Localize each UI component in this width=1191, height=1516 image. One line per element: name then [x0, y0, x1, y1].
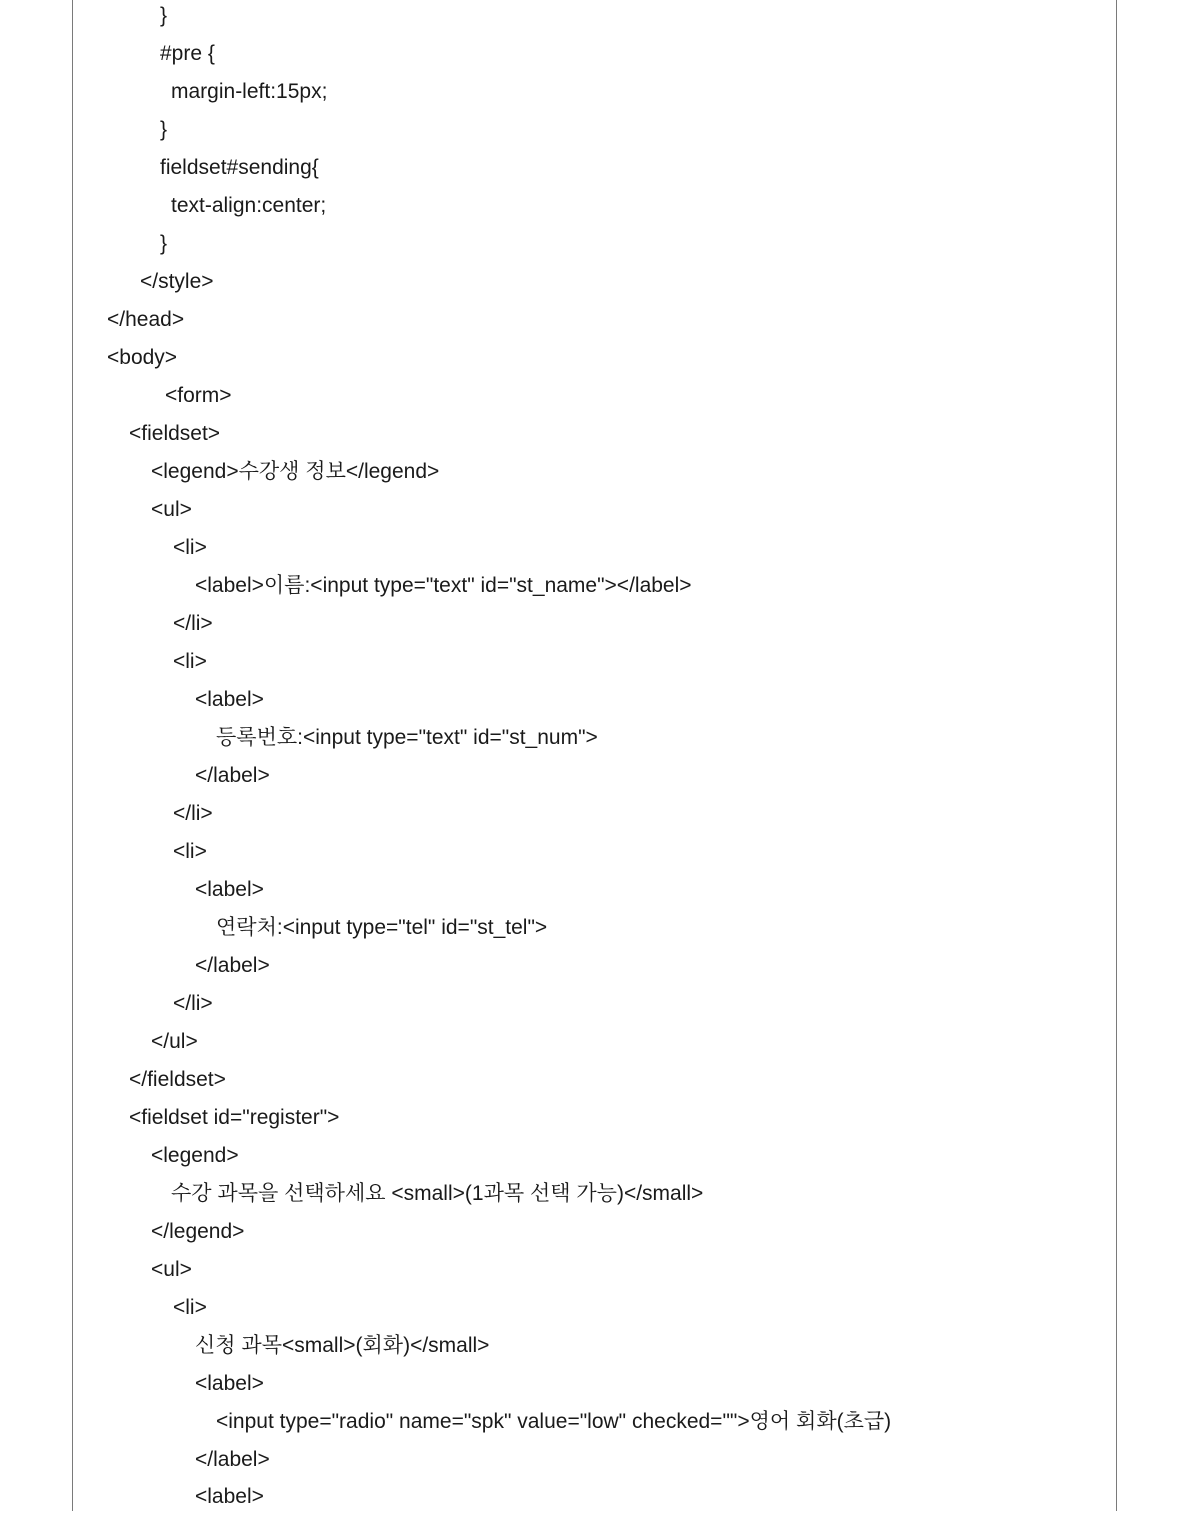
code-line: </label> — [195, 954, 270, 977]
code-line: } — [160, 118, 168, 141]
code-line: } — [160, 4, 168, 27]
code-line: #pre { — [160, 42, 215, 65]
code-line: <ul> — [151, 498, 192, 521]
code-line: fieldset#sending{ — [160, 156, 319, 179]
code-line: <input type="radio" name="spk" value="low" checked="">영어 회화(초급) — [216, 1410, 892, 1433]
code-line: </head> — [107, 308, 185, 331]
code-line: <body> — [107, 346, 178, 369]
code-line: 연락처:<input type="tel" id="st_tel"> — [216, 916, 548, 939]
code-line: </ul> — [151, 1030, 198, 1053]
code-line: 신청 과목<small>(회화)</small> — [195, 1334, 490, 1357]
code-line: } — [160, 232, 168, 255]
code-line: text-align:center; — [171, 194, 327, 217]
code-line: <li> — [173, 840, 207, 863]
code-line: margin-left:15px; — [171, 80, 328, 103]
code-line: </style> — [140, 270, 214, 293]
code-line: </li> — [173, 992, 213, 1015]
code-line: </li> — [173, 802, 213, 825]
code-line: <label> — [195, 878, 264, 901]
code-line: <label> — [195, 688, 264, 711]
code-line: </label> — [195, 764, 270, 787]
code-line: <fieldset id="register"> — [129, 1106, 340, 1129]
code-line: </fieldset> — [129, 1068, 226, 1091]
code-line: </label> — [195, 1448, 270, 1471]
code-line: <li> — [173, 650, 207, 673]
code-line: <label> — [195, 1372, 264, 1395]
code-line: <form> — [165, 384, 232, 407]
code-line: <legend>수강생 정보</legend> — [151, 460, 440, 483]
code-line: <fieldset> — [129, 422, 221, 445]
code-line: <label>이름:<input type="text" id="st_name"></label> — [195, 574, 692, 597]
code-line: <label> — [195, 1485, 264, 1508]
code-line: 수강 과목을 선택하세요 <small>(1과목 선택 가능)</small> — [171, 1182, 704, 1205]
code-line: </legend> — [151, 1220, 245, 1243]
code-line: </li> — [173, 612, 213, 635]
code-line: <legend> — [151, 1144, 239, 1167]
code-line: <li> — [173, 536, 207, 559]
code-line: <ul> — [151, 1258, 192, 1281]
code-line: <li> — [173, 1296, 207, 1319]
code-line: 등록번호:<input type="text" id="st_num"> — [216, 726, 598, 749]
